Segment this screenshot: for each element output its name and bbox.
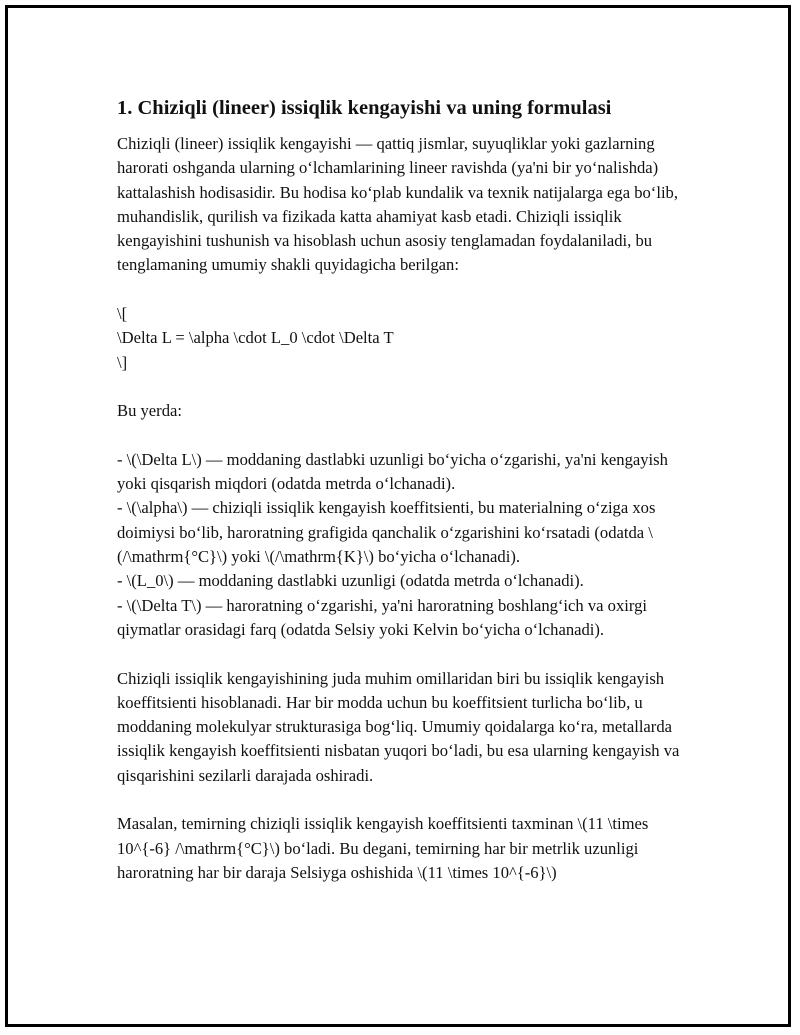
definition-alpha: - \(\alpha\) — chiziqli issiqlik kengayish koeffitsienti, bu materialning oʻziga xos doimiysi boʻlib, haroratning grafigida qanchalik oʻzgarishini koʻrsatadi (odatda \(/\mathrm{°C}\) yoki \(/\mathrm{K}\) boʻyicha oʻlchanadi). (117, 498, 656, 567)
formula-close: \] (117, 352, 128, 372)
spacer (117, 375, 697, 399)
where-label: Bu yerda: (117, 401, 182, 421)
coefficient-paragraph: Chiziqli issiqlik kengayishining juda muhim omillaridan biri bu issiqlik kengayish koeffitsienti hisoblanadi. Har bir modda uchun bu koeffitsient turlicha boʻlib, u moddaning molekulyar strukturasiga bogʻliq. Umumiy qoidalarga koʻra, metallarda issiqlik kengayish koeffitsienti nisbatan yuqori boʻladi, bu esa ularning kengayish va qisqarishini sezilarli darajada oshiradi. (117, 668, 680, 785)
spacer (117, 424, 697, 448)
definition-delta-l: - \(\Delta L\) — moddaning dastlabki uzunligi boʻyicha oʻzgarishi, ya'ni kengayish yoki qisqarish miqdori (odatda metrda oʻlchanadi). (117, 449, 668, 494)
definition-list (117, 448, 697, 642)
intro-paragraph: Chiziqli (lineer) issiqlik kengayishi — qattiq jismlar, suyuqliklar yoki gazlarning harorati oshganda ularning oʻlchamlarining lineer ravishda (ya'ni bir yoʻnalishda) kattalashish hodisasidir. Bu hodisa koʻplab kundalik va texnik natijalarga ega boʻlib, muhandislik, qurilish va fizikada katta ahamiyat kasb etadi. Chiziqli issiqlik kengayishini tushunish va hisoblash uchun asosiy tenglamadan foydalaniladi, bu tenglamaning umumiy shakli quyidagicha berilgan: (117, 134, 679, 275)
example-paragraph: Masalan, temirning chiziqli issiqlik kengayish koeffitsienti taxminan \(11 \times 10^{-6} /\mathrm{°C}\) boʻladi. Bu degani, temirning har bir metrlik uzunligi haroratning har bir daraja Selsiyga oshishida \(11 \times 10^{-6}\) (117, 814, 649, 882)
spacer (117, 788, 697, 812)
formula-expression: \Delta L = \alpha \cdot L_0 \cdot \Delta T (117, 328, 394, 348)
section-title: 1. Chiziqli (lineer) issiqlik kengayishi va uning formulasi (117, 97, 612, 119)
formula-open: \[ (117, 304, 128, 324)
spacer (117, 278, 697, 302)
document-body (117, 92, 697, 885)
formula-block (117, 302, 697, 375)
definition-delta-t: - \(\Delta T\) — haroratning oʻzgarishi, ya'ni haroratning boshlangʻich va oxirgi qiymatlar orasidagi farq (odatda Selsiy yoki Kelvin boʻyicha oʻlchanadi). (117, 595, 648, 639)
spacer (117, 642, 697, 666)
definition-l0: - \(L_0\) — moddaning dastlabki uzunligi (odatda metrda oʻlchanadi). (117, 571, 584, 591)
